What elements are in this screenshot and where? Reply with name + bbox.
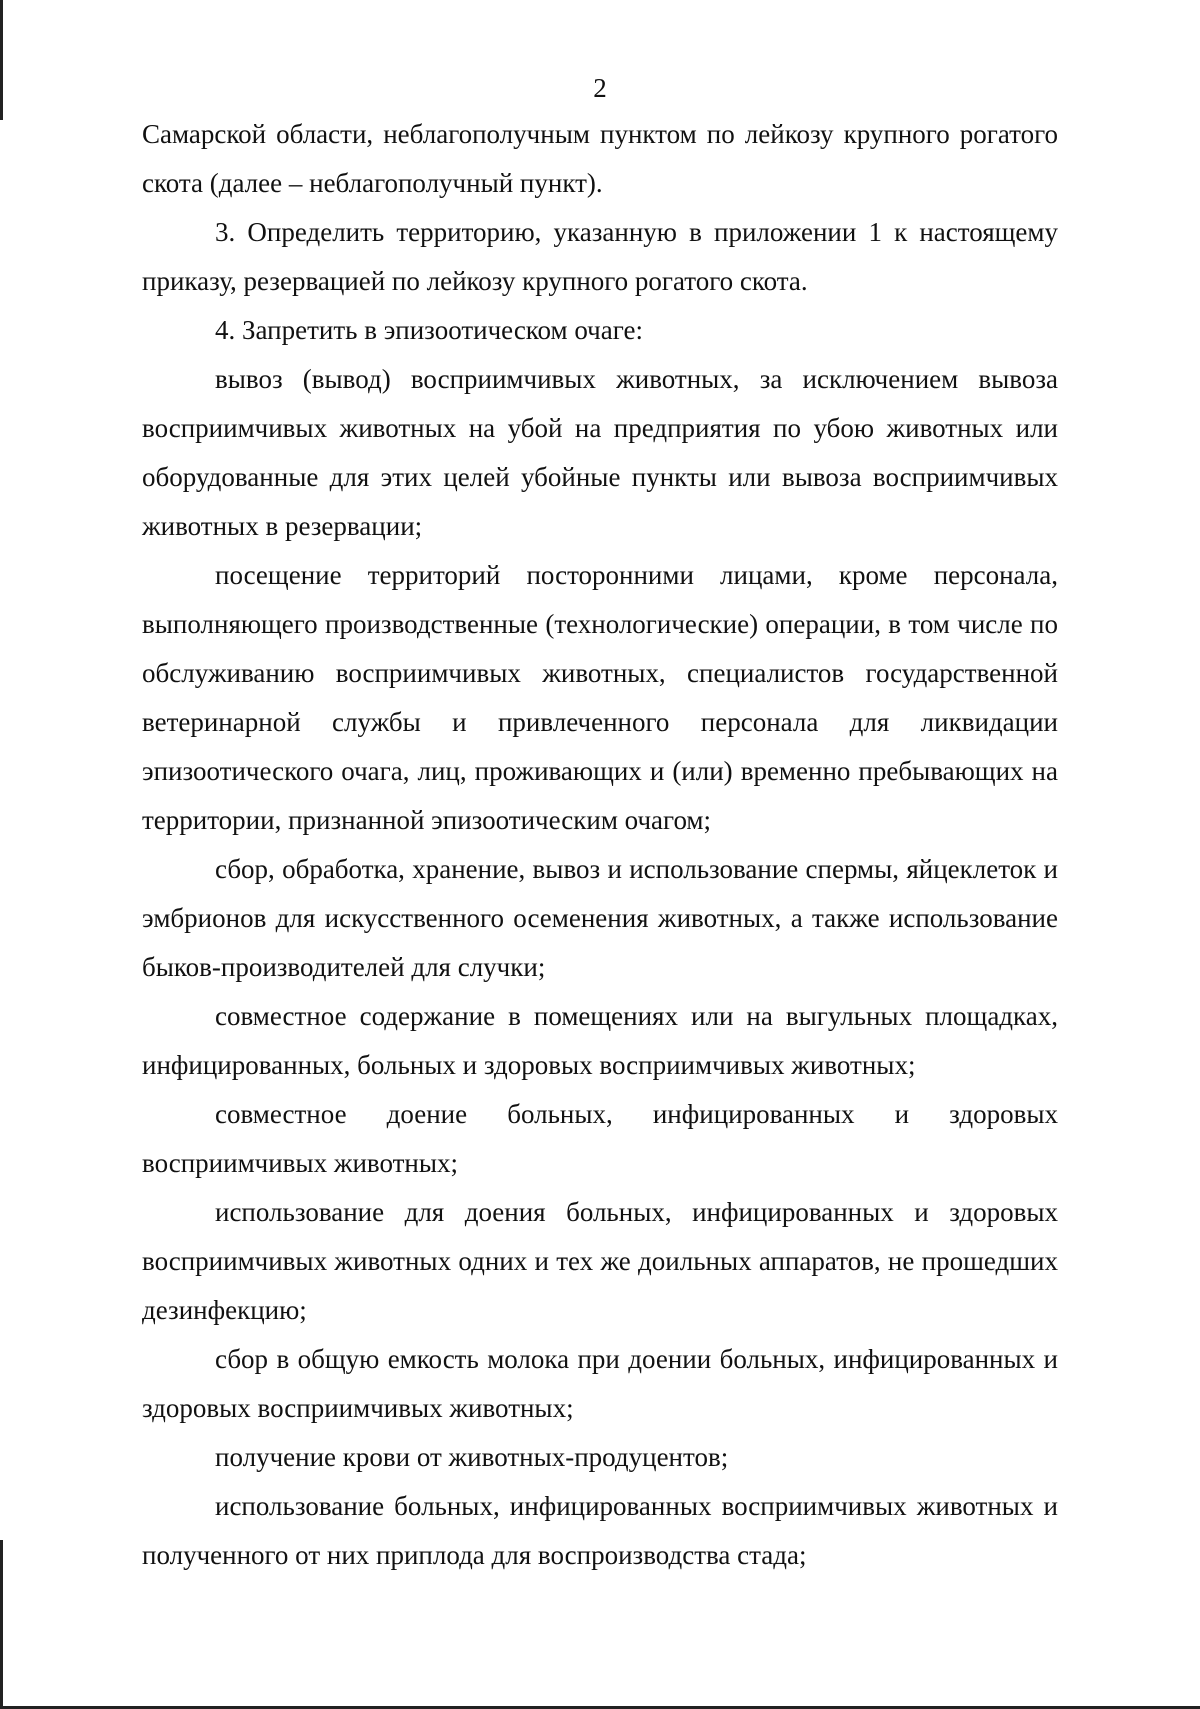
prohibition-reproduction-use: использование больных, инфицированных восприимчивых животных и полученного от них приплода для воспроизводства стада; — [142, 1491, 1058, 1570]
scan-edge-left-bottom — [0, 1540, 3, 1709]
prohibition-blood-collection: получение крови от животных-продуцентов; — [215, 1442, 729, 1472]
prohibition-joint-keeping: совместное содержание в помещениях или на выгульных площадках, инфицированных, больных и здоровых восприимчивых животных; — [142, 1001, 1058, 1080]
paragraph-continuation: Самарской области, неблагополучным пунктом по лейкозу крупного рогатого скота (далее – неблагополучный пункт). — [142, 119, 1058, 198]
document-body — [142, 110, 1058, 1580]
scan-edge-left-top — [0, 0, 3, 120]
prohibition-sperm-embryos: сбор, обработка, хранение, вывоз и использование спермы, яйцеклеток и эмбрионов для искусственного осеменения животных, а также использование быков-производителей для случки; — [142, 854, 1058, 982]
paragraph-item-3: 3. Определить территорию, указанную в приложении 1 к настоящему приказу, резервацией по лейкозу крупного рогатого скота. — [142, 217, 1058, 296]
prohibition-joint-milking: совместное доение больных, инфицированных и здоровых восприимчивых животных; — [142, 1099, 1058, 1178]
paragraph-item-4: 4. Запретить в эпизоотическом очаге: — [215, 315, 643, 345]
prohibition-milk-collection: сбор в общую емкость молока при доении больных, инфицированных и здоровых восприимчивых животных; — [142, 1344, 1058, 1423]
prohibition-export-animals: вывоз (вывод) восприимчивых животных, за исключением вывоза восприимчивых животных на убой на предприятия по убою животных или оборудованные для этих целей убойные пункты или вывоза восприимчивых животных в резервации; — [142, 364, 1058, 541]
prohibition-shared-milking-machines: использование для доения больных, инфицированных и здоровых восприимчивых животных одних и тех же доильных аппаратов, не прошедших дезинфекцию; — [142, 1197, 1058, 1325]
page-number: 2 — [593, 73, 607, 103]
prohibition-visiting-territory: посещение территорий посторонними лицами, кроме персонала, выполняющего производственные (технологические) операции, в том числе по обслуживанию восприимчивых животных, специалистов государственной ветеринарной службы и привлеченного персонала для ликвидации эпизоотического очага, лиц, проживающих и (или) временно пребывающих на территории, признанной эпизоотическим очагом; — [142, 560, 1058, 835]
